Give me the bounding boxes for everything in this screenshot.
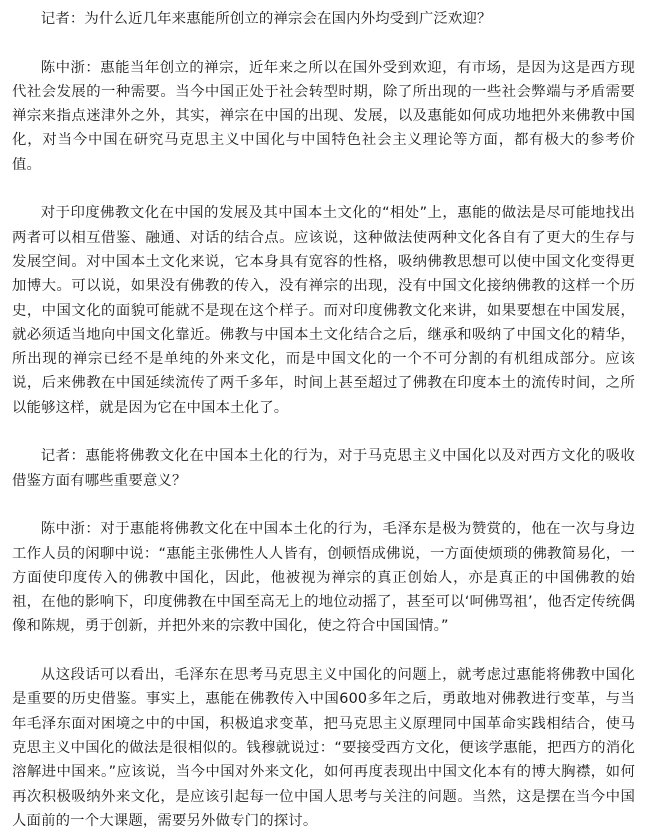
answer-1: 陈中浙：惠能当年创立的禅宗，近年来之所以在国外受到欢迎，有市场，是因为这是西方现代社会发展的一种需要。当今中国正处于社会转型时期，除了所出现的一些社会弊端与矛盾需要禅宗来指点迷津外之外，其实，禅宗在中国的出现、发展，以及惠能如何成功地把外来佛教中国化，对当今中国在研究马克思主义中国化与中国特色社会主义理论等方面，都有极大的参考价值。: [12, 59, 635, 173]
answer-2: 陈中浙：对于惠能将佛教文化在中国本土化的行为，毛泽东是极为赞赏的，他在一次与身边工作人员的闲聊中说：“惠能主张佛性人人皆有，创顿悟成佛说，一方面使烦琐的佛教简易化，一方面使印度传入的佛教中国化，因此，他被视为禅宗的真正创始人，亦是真正的中国佛教的始祖，在他的影响下，印度佛教在中国至高无上的地位动摇了，甚至可以‘呵佛骂祖’，他否定传统偶像和陈规，勇于创新，并把外来的宗教中国化，使之符合中国国情。”: [12, 521, 635, 635]
answer-2-continued: 从这段话可以看出，毛泽东在思考马克思主义中国化的问题上，就考虑过惠能将佛教中国化是重要的历史借鉴。事实上，惠能在佛教传入中国600多年之后，勇敢地对佛教进行变革，与当年毛泽东面对困境之中的中国，积极追求变革，把马克思主义原理同中国革命实践相结合，使马克思主义中国化的做法是很相似的。钱穆就说过：“要接受西方文化，便该学惠能，把西方的消化溶解进中国来。”应该说，当今中国对外来文化，如何再度表现出中国文化本有的博大胸襟，如何再次积极吸纳外来文化，是应该引起每一位中国人思考与关注的问题。当然，这是摆在当今中国人面前的一个大课题，需要另外做专门的探讨。: [12, 667, 635, 829]
answer-1-continued: 对于印度佛教文化在中国的发展及其中国本土文化的“相处”上，惠能的做法是尽可能地找出两者可以相互借鉴、融通、对话的结合点。应该说，这种做法使两种文化各自有了更大的生存与发展空间。对中国本土文化来说，它本身具有宽容的性格，吸纳佛教思想可以使中国文化变得更加博大。可以说，如果没有佛教的传入，没有禅宗的出现，没有中国文化接纳佛教的这样一个历史，中国文化的面貌可能就不是现在这个样子。而对印度佛教文化来讲，如果要想在中国发展，就必须适当地向中国文化靠近。佛教与中国本土文化结合之后，继承和吸纳了中国文化的精华，所出现的禅宗已经不是单纯的外来文化，而是中国文化的一个不可分割的有机组成部分。应该说，后来佛教在中国延续流传了两千多年，时间上甚至超过了佛教在印度本土的流传时间，之所以能够这样，就是因为它在中国本土化了。: [12, 205, 635, 416]
question-1: 记者：为什么近几年来惠能所创立的禅宗会在国内外均受到广泛欢迎？: [40, 11, 492, 27]
question-2: 记者：惠能将佛教文化在中国本土化的行为，对于马克思主义中国化以及对西方文化的吸收借鉴方面有哪些重要意义？: [12, 448, 635, 489]
